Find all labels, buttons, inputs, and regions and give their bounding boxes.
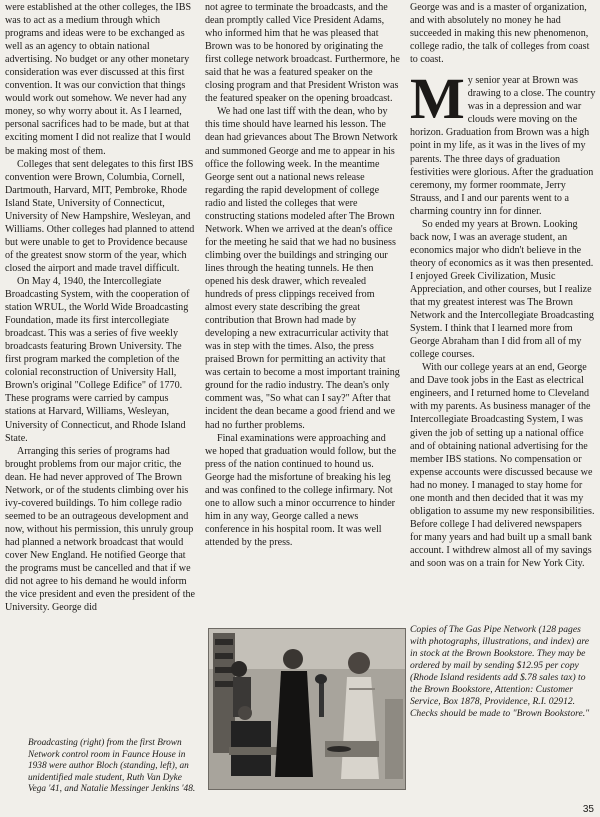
paragraph xyxy=(410,66,596,218)
paragraph: George was and is a master of organization, and with absolutely no money he had succeeded in making this new phenomenon, college radio, the talk of colleges from coast to coast. xyxy=(410,2,590,66)
drop-cap: M xyxy=(410,66,465,132)
text-column-3 xyxy=(410,1,596,570)
paragraph: We had one last tiff with the dean, who by this time should have learned his lesson. The dean had grievances about The Brown Network and summoned George and me to appear in his office the following week. In the meantime George sent out a national news release regarding the rapid development of college radio and listed the colleges that were constructing stations modeled after The Brown Network. When we arrived at the dean's office for the meeting he said that we had no business climbing over the buildings and stringing our lines through the heating tunnels. He then opened his desk drawer, which revealed hundreds of press clippings received from almost every state describing the great contribution that Brown had made by developing a new extracurricular activity that was in step with the times. Also, the press praised Brown for permitting an activity that was certain to become a most important training ground for the radio industry. The dean's only comment was, "So what can I say?" After that incident the dean became a good friend and we had no further problems. xyxy=(205,106,400,431)
control-room-photo xyxy=(208,628,406,790)
paragraph: Colleges that sent delegates to this first IBS convention were Brown, Columbia, Cornell, Dartmouth, Harvard, MIT, Pembroke, Rhode Island State, University of Connecticut, University of New Hampshire, Wesleyan, and Williams. Other colleges had planned to attend but were unable to get to Providence because of the greatest snow storm of the year, which closed the airport and made travel difficult. xyxy=(5,158,195,274)
text-column-1 xyxy=(5,1,196,614)
text-column-2 xyxy=(205,1,400,549)
paragraph: With our college years at an end, George and Dave took jobs in the East as electrical engineers, and I returned home to Cleveland with my parents. As business manager of the Intercollegiate Broadcasting System, I was given the job of setting up a national office and of obtaining national advertising for the member IBS stations. No compensation or expense accounts were discussed because we had no money. I managed to stay home for one month and then decided that it was my obligation to assume my new responsibilities. Before college I had delivered newspapers for many years and had built up a small bank account. I withdrew almost all of my savings and soon was on a train for New York City. xyxy=(410,362,595,569)
book-order-note: Copies of The Gas Pipe Network (128 pages with photographs, illustrations, and index) are in stock at the Brown Bookstore. They may be ordered by mail by sending $12.95 per copy (Rhode Island residents add $.78 sales tax) to the Brown Bookstore, Attention: Customer Service, Box 1878, Providence, R.I. 02912. Checks should be made to "Brown Bookstore." xyxy=(410,624,590,719)
page-number: 35 xyxy=(582,804,594,815)
photo-caption: Broadcasting (right) from the first Brown Network control room in Faunce House in 1938 were author Bloch (standing, left), an unidentified male student, Ruth Van Dyke Vega '41, and Natalie Messinger Jenkins '48. xyxy=(28,738,196,795)
paragraph: Arranging this series of programs had brought problems from our major critic, the dean. He had never approved of The Brown Network, or of the students climbing over his ivy-covered buildings. To him college radio seemed to be an outrageous development and now, without his permission, this unruly group had planned a network broadcast that would cover New England. He notified George that the programs must be cancelled and that if we did not agree to his demand he would inform the vice president and even the president of the University. George did xyxy=(5,445,196,614)
paragraph: not agree to terminate the broadcasts, and the dean promptly called Vice President Adams, who informed him that he was pleased that Brown was to be honored by originating the first college network broadcast. Furthermore, he said that he was a featured speaker on the closing program and that President Wriston was the featured speaker on the opening broadcast. xyxy=(205,2,400,105)
paragraph: On May 4, 1940, the Intercollegiate Broadcasting System, with the cooperation of station WRUL, the World Wide Broadcasting Foundation, made its first intercollegiate broadcast. This was a series of five weekly broadcasts featuring Brown University. The first program marked the completion of the colonial reconstruction of University Hall, Brown's original "College Edifice" of 1770. These programs were carried by campus stations at Harvard, Williams, Wesleyan, University of Connecticut, and Rhode Island State. xyxy=(5,275,190,444)
paragraph-text: y senior year at Brown was drawing to a close. The country was in a depression and war clouds were moving on the horizon. Graduation from Brown was a high point in my life, as it was in the lives of my parents. The three days of graduation festivities were glorious. After the graduation ceremony, my former roommate, Jerry Strauss, and I and our parents went to a charming country inn for dinner. xyxy=(410,75,596,217)
paragraph: So ended my years at Brown. Looking back now, I was an average student, an economics major who didn't believe in the theory of economics as it was then presented. I enjoyed Greek Civilization, Music Appreciation, and other courses, but I realize that my greatest interest was The Brown Network and the Intercollegiate Broadcasting System. I think that I learned more from George Abraham than I did from all of my college courses. xyxy=(410,218,594,361)
paragraph: were established at the other colleges, the IBS was to act as a medium through which programs and ideas were to be exchanged as well as an agency to obtain national advertising. No budget or any other monetary consideration was ever discussed at this first convention. It was our conviction that things would work out somehow. We never had any money, so why worry about it. As I learned, personal sacrifices had to be made, but at that exciting moment I did not realize that I would be making most of them. xyxy=(5,2,192,157)
paragraph: Final examinations were approaching and we hoped that graduation would follow, but the press of the nation continued to hound us. George had the misfortune of breaking his leg and was confined to the college infirmary. Not one to allow such a minor occurrence to hinder him in any way, George called a news conference in his hospital room. It was well attended by the press. xyxy=(205,432,397,548)
photo-illustration xyxy=(209,629,405,789)
